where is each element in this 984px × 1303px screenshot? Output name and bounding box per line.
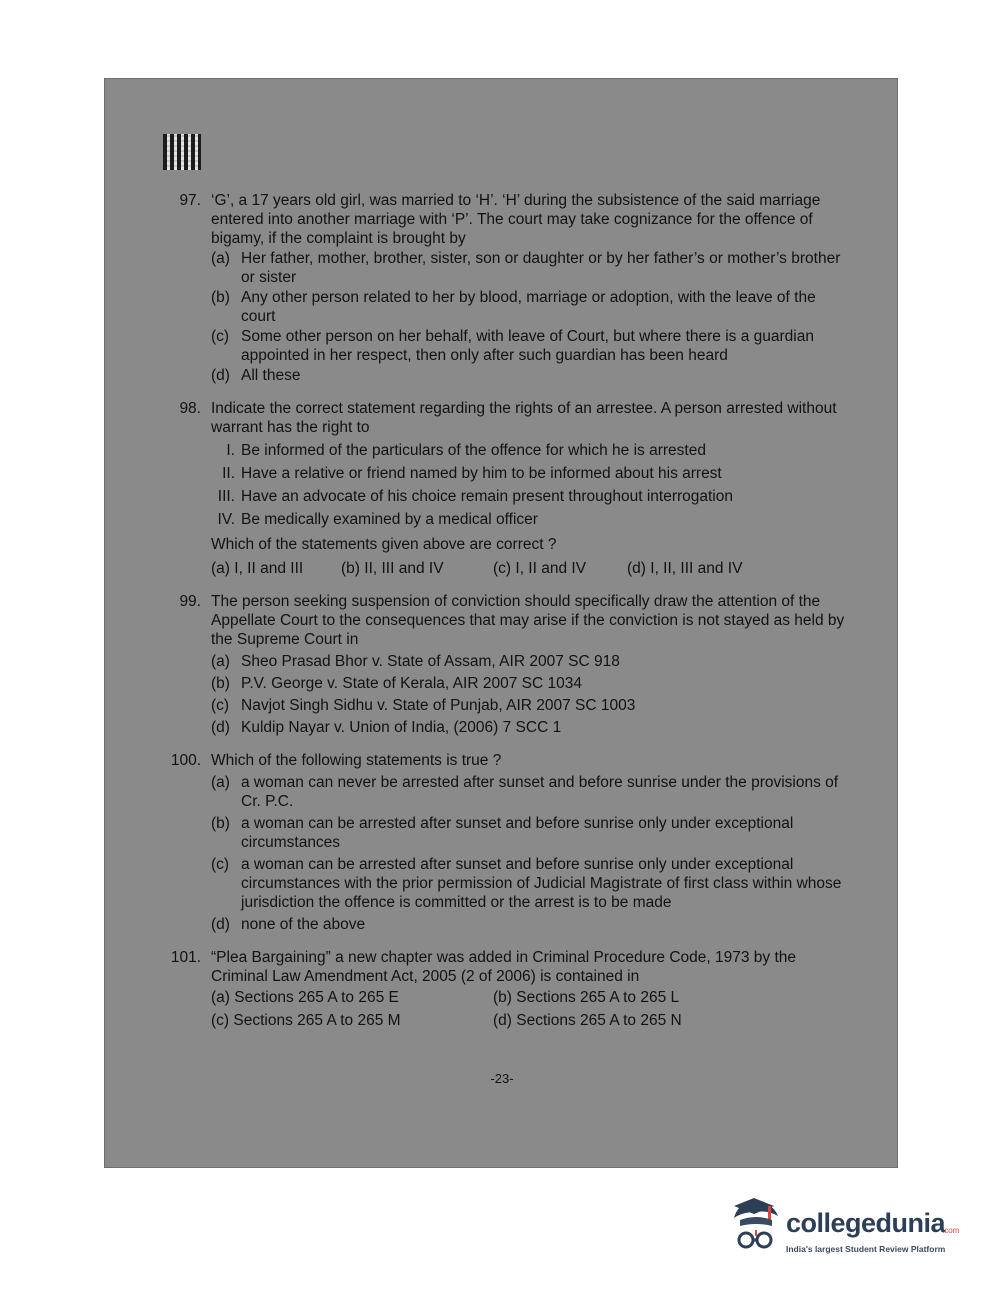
statement-text: Be medically examined by a medical officer xyxy=(241,511,538,528)
option-a xyxy=(211,559,341,578)
option-label: (d) xyxy=(211,719,230,736)
option-label: (a) xyxy=(211,560,230,577)
question-100 xyxy=(153,751,853,934)
option-text: P.V. George v. State of Kerala, AIR 2007 SC 1034 xyxy=(241,675,582,692)
option-label: (b) xyxy=(341,560,360,577)
option-label: (c) xyxy=(211,1012,230,1029)
option-label: (d) xyxy=(211,916,230,933)
statement-label: IV. xyxy=(217,511,235,528)
option-d xyxy=(211,366,853,385)
option-c xyxy=(211,327,853,365)
question-number: 97. xyxy=(179,192,201,209)
option-text: I, II, III and IV xyxy=(650,560,743,577)
option-text: I, II and IV xyxy=(515,560,587,577)
option-grid xyxy=(211,988,853,1030)
option-d xyxy=(493,1011,793,1030)
option-b xyxy=(211,674,853,693)
option-text: All these xyxy=(241,367,301,384)
option-b xyxy=(493,988,793,1007)
statement-text: Have a relative or friend named by him to be informed about his arrest xyxy=(241,465,722,482)
option-label: (c) xyxy=(211,697,230,714)
option-text: a woman can never be arrested after sunset and before sunrise under the provisions of Cr. P.C. xyxy=(241,774,839,810)
statement-text: Be informed of the particulars of the offence for which he is arrested xyxy=(241,442,706,459)
option-text: Her father, mother, brother, sister, son or daughter or by her father’s or mother’s brother or sister xyxy=(241,250,841,286)
option-label: (d) xyxy=(211,367,230,384)
option-a xyxy=(211,652,853,671)
option-text: a woman can be arrested after sunset and before sunrise only under exceptional circumstances with the prior permission of Judicial Magistrate of first class within whose jurisdiction the offence is committed or the arrest is to be made xyxy=(241,856,842,911)
option-d xyxy=(627,559,742,578)
question-list xyxy=(153,191,853,1044)
option-a xyxy=(211,988,493,1007)
question-101 xyxy=(153,948,853,1030)
statement-label: I. xyxy=(226,442,235,459)
option-text: Sections 265 A to 265 L xyxy=(516,989,680,1006)
question-prompt: Which of the statements given above are correct ? xyxy=(211,536,557,553)
question-98 xyxy=(153,399,853,578)
question-97 xyxy=(153,191,853,385)
question-number: 98. xyxy=(179,400,201,417)
statement-label: III. xyxy=(217,488,235,505)
statement-label: II. xyxy=(222,465,235,482)
option-a xyxy=(211,249,853,287)
collegedunia-logo[interactable] xyxy=(728,1196,958,1266)
option-label: (d) xyxy=(627,560,646,577)
inline-options xyxy=(211,559,853,578)
option-text: Sections 265 A to 265 E xyxy=(234,989,399,1006)
brand-suffix: .com xyxy=(942,1226,960,1235)
question-number: 99. xyxy=(179,593,201,610)
scanned-page xyxy=(104,78,898,1168)
option-label: (a) xyxy=(211,250,230,267)
option-text: none of the above xyxy=(241,916,366,933)
option-label: (b) xyxy=(211,815,230,832)
option-text: a woman can be arrested after sunset and before sunrise only under exceptional circumstances xyxy=(241,815,794,851)
option-c xyxy=(211,1011,493,1030)
option-text: Any other person related to her by blood, marriage or adoption, with the leave of the court xyxy=(241,289,816,325)
question-text: ‘G’, a 17 years old girl, was married to ‘H’. ‘H’ during the subsistence of the said marriage entered into another marriage with ‘P’. The court may take cognizance for the offence of bigamy, if the complaint is brought by xyxy=(211,192,821,247)
option-c xyxy=(211,696,853,715)
option-label: (a) xyxy=(211,989,230,1006)
question-number: 101. xyxy=(170,949,201,966)
question-text: The person seeking suspension of conviction should specifically draw the attention of the Appellate Court to the consequences that may arise if the conviction is not stayed as held by the Supreme Court in xyxy=(211,593,845,648)
page-number: -23- xyxy=(490,1071,514,1086)
statement-ii xyxy=(211,464,853,483)
brand-tagline: India's largest Student Review Platform xyxy=(786,1244,946,1254)
question-99 xyxy=(153,592,853,737)
option-text: Sheo Prasad Bhor v. State of Assam, AIR 2007 SC 918 xyxy=(241,653,620,670)
option-d xyxy=(211,718,853,737)
option-label: (c) xyxy=(493,560,512,577)
option-text: II, III and IV xyxy=(364,560,444,577)
option-a xyxy=(211,773,853,811)
option-label: (a) xyxy=(211,774,230,791)
option-text: Navjot Singh Sidhu v. State of Punjab, AIR 2007 SC 1003 xyxy=(241,697,636,714)
option-b xyxy=(341,559,493,578)
option-label: (d) xyxy=(493,1012,512,1029)
option-label: (b) xyxy=(211,675,230,692)
option-text: Some other person on her behalf, with leave of Court, but where there is a guardian appointed in her respect, then only after such guardian has been heard xyxy=(241,328,814,364)
option-text: I, II and III xyxy=(234,560,304,577)
option-b xyxy=(211,814,853,852)
option-label: (a) xyxy=(211,653,230,670)
question-text: Which of the following statements is true ? xyxy=(211,752,502,769)
option-c xyxy=(493,559,627,578)
option-label: (c) xyxy=(211,328,230,345)
option-text: Kuldip Nayar v. Union of India, (2006) 7 SCC 1 xyxy=(241,719,562,736)
option-label: (b) xyxy=(493,989,512,1006)
question-number: 100. xyxy=(170,752,201,769)
brand-name: collegedunia xyxy=(786,1208,946,1238)
mascot-icon xyxy=(728,1196,784,1256)
option-label: (b) xyxy=(211,289,230,306)
barcode-image xyxy=(163,134,201,170)
statement-text: Have an advocate of his choice remain present throughout interrogation xyxy=(241,488,733,505)
option-text: Sections 265 A to 265 N xyxy=(516,1012,682,1029)
option-d xyxy=(211,915,853,934)
question-text: “Plea Bargaining” a new chapter was added in Criminal Procedure Code, 1973 by the Criminal Law Amendment Act, 2005 (2 of 2006) is contained in xyxy=(211,949,797,985)
statement-i xyxy=(211,441,853,460)
option-c xyxy=(211,855,853,912)
statement-iii xyxy=(211,487,853,506)
option-b xyxy=(211,288,853,326)
option-text: Sections 265 A to 265 M xyxy=(233,1012,401,1029)
statement-iv xyxy=(211,510,853,529)
option-label: (c) xyxy=(211,856,230,873)
question-text: Indicate the correct statement regarding the rights of an arrestee. A person arrested without warrant has the right to xyxy=(211,400,837,436)
